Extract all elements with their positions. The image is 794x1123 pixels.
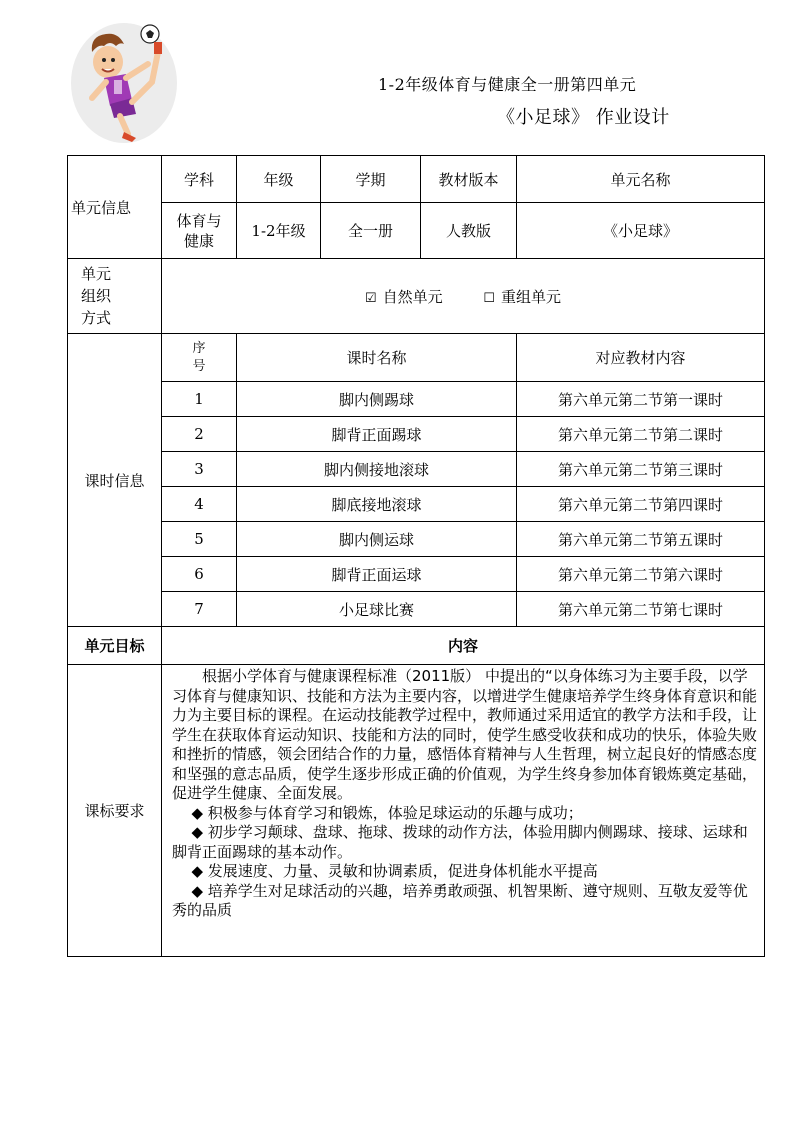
- header-semester: 学期: [321, 156, 421, 203]
- standards-bullet: ◆ 初步学习颠球、盘球、拖球、拨球的动作方法，体验用脚内侧踢球、接球、运球和脚背正面踢球的基本动作。: [172, 823, 748, 861]
- value-semester: 全一册: [321, 203, 421, 259]
- unit-goals-content-header: 内容: [162, 627, 765, 665]
- value-grade: 1-2年级: [237, 203, 321, 259]
- lesson-name: 脚背正面踢球: [237, 417, 517, 452]
- option-regrouped-unit[interactable]: [483, 286, 561, 307]
- table-row: [68, 487, 765, 522]
- header-unit-name: 单元名称: [517, 156, 765, 203]
- unit-info-label: 单元信息: [68, 156, 162, 259]
- value-textbook-edition: 人教版: [421, 203, 517, 259]
- header-subject: 学科: [162, 156, 237, 203]
- lesson-name-header: 课时名称: [237, 334, 517, 382]
- lesson-no: 6: [162, 557, 237, 592]
- lesson-content: 第六单元第二节第四课时: [517, 487, 765, 522]
- standards-bullet: ◆ 积极参与体育学习和锻炼，体验足球运动的乐趣与成功；: [191, 803, 583, 822]
- lesson-name: 脚内侧运球: [237, 522, 517, 557]
- lesson-no: 2: [162, 417, 237, 452]
- unit-info-table: [67, 155, 765, 957]
- standards-paragraph: 根据小学体育与健康课程标准（2011版） 中提出的“以身体练习为主要手段，以学习体育与健康知识、技能和方法为主要内容，以增进学生健康培养学生终身体育意识和能力为主要目标的课程。在运动技能教学过程中，教师通过采用适宜的教学方法和手段，让学生在获取体育运动知识、技能和方法的同时，使学生感受收获和成功的快乐，体验失败和挫折的情感，领会团结合作的力量，感悟体育精神与人生哲理，树立起良好的情感态度和坚强的意志品质，使学生逐步形成正确的价值观，为学生终身参加体育锻炼奠定基础，促进学生健康、全面发展。: [172, 667, 758, 802]
- header-grade: 年级: [237, 156, 321, 203]
- lesson-name: 脚底接地滚球: [237, 487, 517, 522]
- value-subject: [162, 203, 237, 259]
- standards-label: 课标要求: [68, 665, 162, 957]
- lesson-no: 7: [162, 592, 237, 627]
- lesson-no: 4: [162, 487, 237, 522]
- lesson-content: 第六单元第二节第一课时: [517, 382, 765, 417]
- header-textbook-edition: 教材版本: [421, 156, 517, 203]
- unit-goals-label: 单元目标: [68, 627, 162, 665]
- table-row: [68, 557, 765, 592]
- lesson-content: 第六单元第二节第三课时: [517, 452, 765, 487]
- seq-header: [162, 334, 237, 382]
- standards-bullet: ◆ 培养学生对足球活动的兴趣，培养勇敢顽强、机智果断、遵守规则、互敬友爱等优秀的品质: [172, 881, 748, 919]
- lesson-content: 第六单元第二节第六课时: [517, 557, 765, 592]
- lesson-content: 第六单元第二节第二课时: [517, 417, 765, 452]
- option-natural-unit[interactable]: [365, 286, 443, 307]
- document-title-line2: 《小足球》 作业设计: [497, 107, 670, 128]
- lesson-no: 5: [162, 522, 237, 557]
- checked-box-icon[interactable]: ☑: [364, 290, 377, 306]
- value-unit-name: 《小足球》: [517, 203, 765, 259]
- lesson-name: 小足球比赛: [237, 592, 517, 627]
- table-row: [68, 382, 765, 417]
- unit-org-label-text: 单元组织方式: [81, 265, 112, 327]
- document-title-line1: 1-2年级体育与健康全一册第四单元: [378, 75, 637, 94]
- table-row: [68, 417, 765, 452]
- lesson-name: 脚内侧接地滚球: [237, 452, 517, 487]
- lesson-no: 3: [162, 452, 237, 487]
- value-subject-text: 体育与健康: [176, 211, 222, 250]
- lessons-label: 课时信息: [68, 334, 162, 627]
- option-regrouped-unit-label: 重组单元: [501, 287, 562, 306]
- lesson-name: 脚背正面运球: [237, 557, 517, 592]
- soccer-player-logo: [70, 22, 178, 144]
- empty-box-icon[interactable]: ☐: [483, 290, 496, 306]
- seq-header-text: 序号: [192, 340, 206, 374]
- lesson-no: 1: [162, 382, 237, 417]
- option-natural-unit-label: 自然单元: [382, 287, 443, 306]
- unit-org-label: [68, 259, 162, 334]
- lesson-content-header: 对应教材内容: [517, 334, 765, 382]
- table-row: [68, 592, 765, 627]
- standards-content: [162, 665, 765, 957]
- standards-bullet: ◆ 发展速度、力量、灵敏和协调素质，促进身体机能水平提高: [191, 862, 598, 880]
- table-row: [68, 452, 765, 487]
- unit-org-options: [162, 259, 765, 334]
- lesson-content: 第六单元第二节第五课时: [517, 522, 765, 557]
- lesson-content: 第六单元第二节第七课时: [517, 592, 765, 627]
- table-row: [68, 522, 765, 557]
- lesson-name: 脚内侧踢球: [237, 382, 517, 417]
